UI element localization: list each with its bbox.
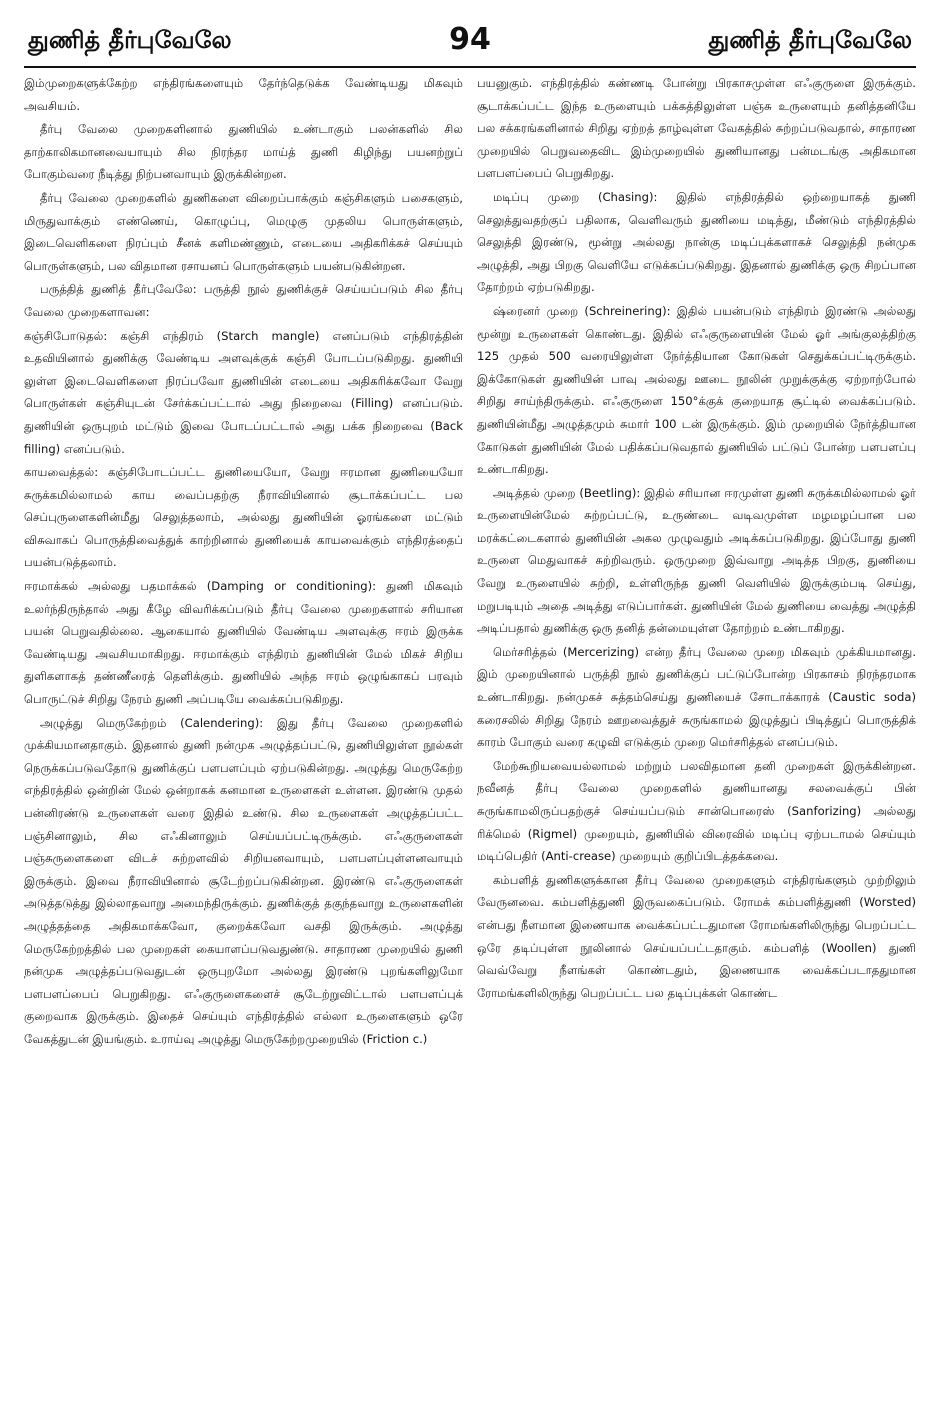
paragraph: பயனுகும். எந்திரத்தில் கண்ணடி போன்று பிரகாசமுள்ள எஃகுருளை இருக்கும். சூடாக்கப்பட்ட இந்த உருளையும் பக்கத்திலுள்ள பஞ்சு உருளையும் தனித்தனியே பல சக்கரங்களினால் சிறிது ஏற்றத் தாழ்வுள்ள வேகத்தில் சுற்றப்படுவதால், சாதாரண முறையில் பெறுவதைவிட இம்முறையில் துணியானது பன்மடங்கு அதிகமான பளபளப்பைப் பெறுகிறது.	[477, 76, 916, 181]
running-title-right: துணித் தீர்புவேலே	[708, 26, 912, 54]
page-header	[24, 22, 916, 68]
paragraph: கஞ்சிபோடுதல்: கஞ்சி எந்திரம் (Starch mangle) எனப்படும் எந்திரத்தின் உதவியினால் துணிக்கு வேண்டிய அளவுக்குக் கஞ்சி போடப்படுகிறது. துணியி லுள்ள இடைவெளிகளை நிரப்பவோ துணியின் எடையை அதிகரிக்கவோ வேறு பொருள்கள் கஞ்சியுடன் சேர்க்கப்பட்டால் அது நிறைவை (Filling) எனப்படும். துணியின் ஒருபுறம் மட்டும் இவை போடப்பட்டால் அது பக்க நிறைவை (Back filling) எனப்படும்.	[24, 328, 463, 456]
paragraph: அடித்தல் முறை (Beetling): இதில் சரியான ஈரமுள்ள துணி சுருக்கமில்லாமல் ஓர் உருளையின்மேல் சுற்றப்பட்டு, உருண்டை வடிவமுள்ள மழமழப்பான பல மரக்கட்டைகளால் துணியின் அகல முழுவதும் அடிக்கப்படுகிறது. இப்போது துணி உருளை மெதுவாகச் சுற்றிவரும். ஒருமுறை இவ்வாறு அடித்த பிறகு, துணியை வேறு உருளையில் சுற்றி, உள்ளிருந்த துணி வெளியில் இருக்கும்படி செய்து, மறுபடியும் அதை அடித்து எடுப்பார்கள். துணியின் மேல் துணியை வைத்து அழுத்தி அடிப்பதால் துணிக்கு ஒரு தனித் தன்மையுள்ள தோற்றம் உண்டாகிறது.	[477, 485, 916, 636]
paragraph: பருத்தித் துணித் தீர்புவேலே: பருத்தி நூல் துணிக்குச் செய்யப்படும் சில தீர்பு வேலை முறைகளாவன:	[24, 282, 463, 319]
paragraph: மெர்சரித்தல் (Mercerizing) என்ற தீர்பு வேலை முறை மிகவும் முக்கியமானது. இம் முறையினால் பருத்தி நூல் துணிக்குப் பட்டுப்போன்ற பிரகாசம் நிரந்தரமாக உண்டாகிறது. நன்முகச் சுத்தம்செய்து துணியைச் சோடாக்காரக் (Caustic soda) கரைசலில் சிறிது நேரம் ஊறவைத்துச் சுருங்காமல் இழுத்துப் பிடித்துப் பொருத்திக் காரம் போகும் வரை கழுவி எடுக்கும் முறை மெர்சரித்தல் எனப்படும்.	[477, 644, 916, 750]
paragraph: அழுத்து மெருகேற்றம் (Calendering): இது தீர்பு வேலை முறைகளில் முக்கியமானதாகும். இதனால் துணி நன்முக அழுத்தப்பட்டு, துணியிலுள்ள நூல்கள் நெருக்கப்படுவதோடு துணிக்குப் பளபளப்பும் ஏற்படுகின்றது. அழுத்து மெருகேற்ற எந்திரத்தில் ஒன்றின் மேல் ஒன்றாகக் கனமான உருளைகள் உள்ளன. இரண்டு முதல் பன்னிரண்டு உருளைகள் வரை இதில் உண்டு. சில உருளைகள் அழுத்தப்பட்ட பஞ்சினாலும், சில எஃகினாலும் செய்யப்பட்டிருக்கும். எஃகுருளைகள் பஞ்சுருளைகளை விடச் சுற்றளவில் சிறியனவாயும், பளபளப்புள்ளனவாயும் இருக்கும். இவை நீராவியினால் சூடேற்றப்படுகின்றன. இரண்டு எஃகுருளைகள் அடுத்தடுத்து இல்லாதவாறு அமைந்திருக்கும். துணிக்குத் தகுந்தவாறு உருளைகளின் அழுத்தத்தை அதிகமாக்கவோ, குறைக்கவோ வசதி இருக்கும். அழுத்து மெருகேற்றத்தில் பல முறைகள் கையாளப்படுவதுண்டு. சாதாரண முறையில் துணி நன்முக அழுத்தப்படுவதுடன் ஒருபுறமோ அல்லது இரண்டு புறங்களிலுமோ பளபளப்பைப் பெறுகிறது. எஃகுருளைகளைச் சூடேற்றுவிட்டால் பளபளப்புக் குறைவாக இருக்கும். இதைச் செய்யும் எந்திரத்தில் எல்லா உருளைகளும் ஒரே வேகத்துடன் இயங்கும். உராய்வு அழுத்து மெருகேற்றமுறையில் (Friction c.)	[24, 715, 463, 1046]
left-column	[24, 72, 463, 1052]
right-column	[477, 72, 916, 1052]
paragraph: மடிப்பு முறை (Chasing): இதில் எந்திரத்தில் ஒற்றையாகத் துணி செலுத்துவதற்குப் பதிலாக, வெளிவரும் துணியை மடித்து, மீண்டும் எந்திரத்தில் செலுத்தி இரண்டு, மூன்று அல்லது நான்கு மடிப்புக்களாகச் செலுத்தி நன்முக அழுத்தி, அது பிறகு வெளியே எடுக்கப்படுகிறது. இதனால் துணிக்கு ஒரு சிறப்பான தோற்றம் ஏற்படுகிறது.	[477, 189, 916, 295]
page-number: 94	[449, 22, 491, 57]
paragraph: இம்முறைகளுக்கேற்ற எந்திரங்களையும் தேர்ந்தெடுக்க வேண்டியது மிகவும் அவசியம்.	[24, 76, 463, 113]
paragraph: மேற்கூறியவையல்லாமல் மற்றும் பலவிதமான தனி முறைகள் இருக்கின்றன. நவீனத் தீர்பு வேலை முறைகளில் துணியானது சலவைக்குப் பின் சுருங்காமலிருப்பதற்குச் செய்யப்படும் சான்பொரைஸ் (Sanforizing) அல்லது ரிக்மெல் (Rigmel) முறையும், துணியில் விரைவில் மடிப்பு ஏற்படாமல் செய்யும் மடிப்பெதிர் (Anti-crease) முறையும் குறிப்பிடத்தக்கவை.	[477, 758, 916, 864]
paragraph: கம்பளித் துணிகளுக்கான தீர்பு வேலை முறைகளும் எந்திரங்களும் முற்றிலும் வேருனவை. கம்பளித்துணி இருவகைப்படும். ரோமக் கம்பளித்துணி (Worsted) என்பது நீளமான இணையாக வைக்கப்பட்டதுமான ரோமங்களிலிருந்து பெறப்பட்ட ஒரே தடிப்புள்ள நூலினால் செய்யப்பட்டதாகும். கம்பளித் (Woollen) துணி வெவ்வேறு நீளங்கள் கொண்டதும், இணையாக வைக்கப்படாததுமான ரோமங்களிலிருந்து பெறப்பட்ட பல தடிப்புக்கள் கொண்ட	[477, 872, 916, 1000]
text-columns	[24, 68, 916, 1052]
running-title-left: துணித் தீர்புவேலே	[28, 26, 232, 54]
paragraph: தீர்பு வேலை முறைகளில் துணிகளை விறைப்பாக்கும் கஞ்சிகளும் பசைகளும், மிருதுவாக்கும் எண்ணெய், கொழுப்பு, மெழுகு முதலிய பொருள்களும், இடைவெளிகளை நிரப்பும் சீனக் களிமண்ணும், எடையை அதிகரிக்கச் செய்யும் பொருள்களும், பல விதமான ரசாயனப் பொருள்களும் பயன்படுகின்றன.	[24, 190, 463, 273]
paragraph: தீர்பு வேலை முறைகளினால் துணியில் உண்டாகும் பலன்களில் சில தாற்காலிகமானவையாயும் சில நிரந்தர மாய்த் துணி கிழிந்து பயனற்றுப் போகும்வரை நீடித்து நிற்பனவாயும் இருக்கின்றன.	[24, 122, 463, 182]
paragraph: ஷ்ரைனர் முறை (Schreinering): இதில் பயன்படும் எந்திரம் இரண்டு அல்லது மூன்று உருளைகள் கொண்டது. இதில் எஃகுருளையின் மேல் ஓர் அங்குலத்திற்கு 125 முதல் 500 வரையிலுள்ள நேர்த்தியான கோடுகள் செதுக்கப்பட்டிருக்கும். இக்கோடுகள் துணியின் பாவு அல்லது ஊடை நூலின் முறுக்குக்கு ஏற்றாற்போல் சிறிது சாய்ந்திருக்கும். எஃகுருளை 150°க்குக் குறையாத சூட்டில் வைக்கப்படும். துணியின்மீது அழுத்தமும் சுமார் 100 டன் இருக்கும். இம் முறையில் நேர்த்தியான கோடுகள் துணியின் மேல் பதிக்கப்படுவதால் துணியில் பட்டுப் போன்ற பளபளப்பு உண்டாகிறது.	[477, 303, 916, 477]
paragraph: காயவைத்தல்: கஞ்சிபோடப்பட்ட துணியையோ, வேறு ஈரமான துணியையோ சுருக்கமில்லாமல் காய வைப்பதற்கு நீராவியினால் சூடாக்கப்பட்ட பல செப்புருளைகளின்மீது செலுத்தலாம், அல்லது துணியின் ஓரங்களை மட்டும் விசுவாகப் பொருத்திவைத்துக் காற்றினால் துணியைக் காயவைக்கும் எந்திரத்தைப் பயன்படுத்தலாம்.	[24, 465, 463, 570]
paragraph: ஈரமாக்கல் அல்லது பதமாக்கல் (Damping or conditioning): துணி மிகவும் உலர்ந்திருந்தால் அது கீழே விவரிக்கப்படும் தீர்பு வேலை முறைகளால் சரியான பயன் பெறுவதில்லை. ஆகையால் துணியில் வேண்டிய அளவுக்கு ஈரம் இருக்க வேண்டியது அவசியமாகிறது. ஈரமாக்கும் எந்திரம் துணியின் மேல் மிகச் சிறிய துளிகளாகத் தண்ணீரைத் தெளிக்கும். துணியில் அந்த ஈரம் ஒழுங்காகப் பரவும் பொருட்டுச் சிறிது நேரம் துணி அப்படியே வைக்கப்படுகிறது.	[24, 579, 463, 707]
